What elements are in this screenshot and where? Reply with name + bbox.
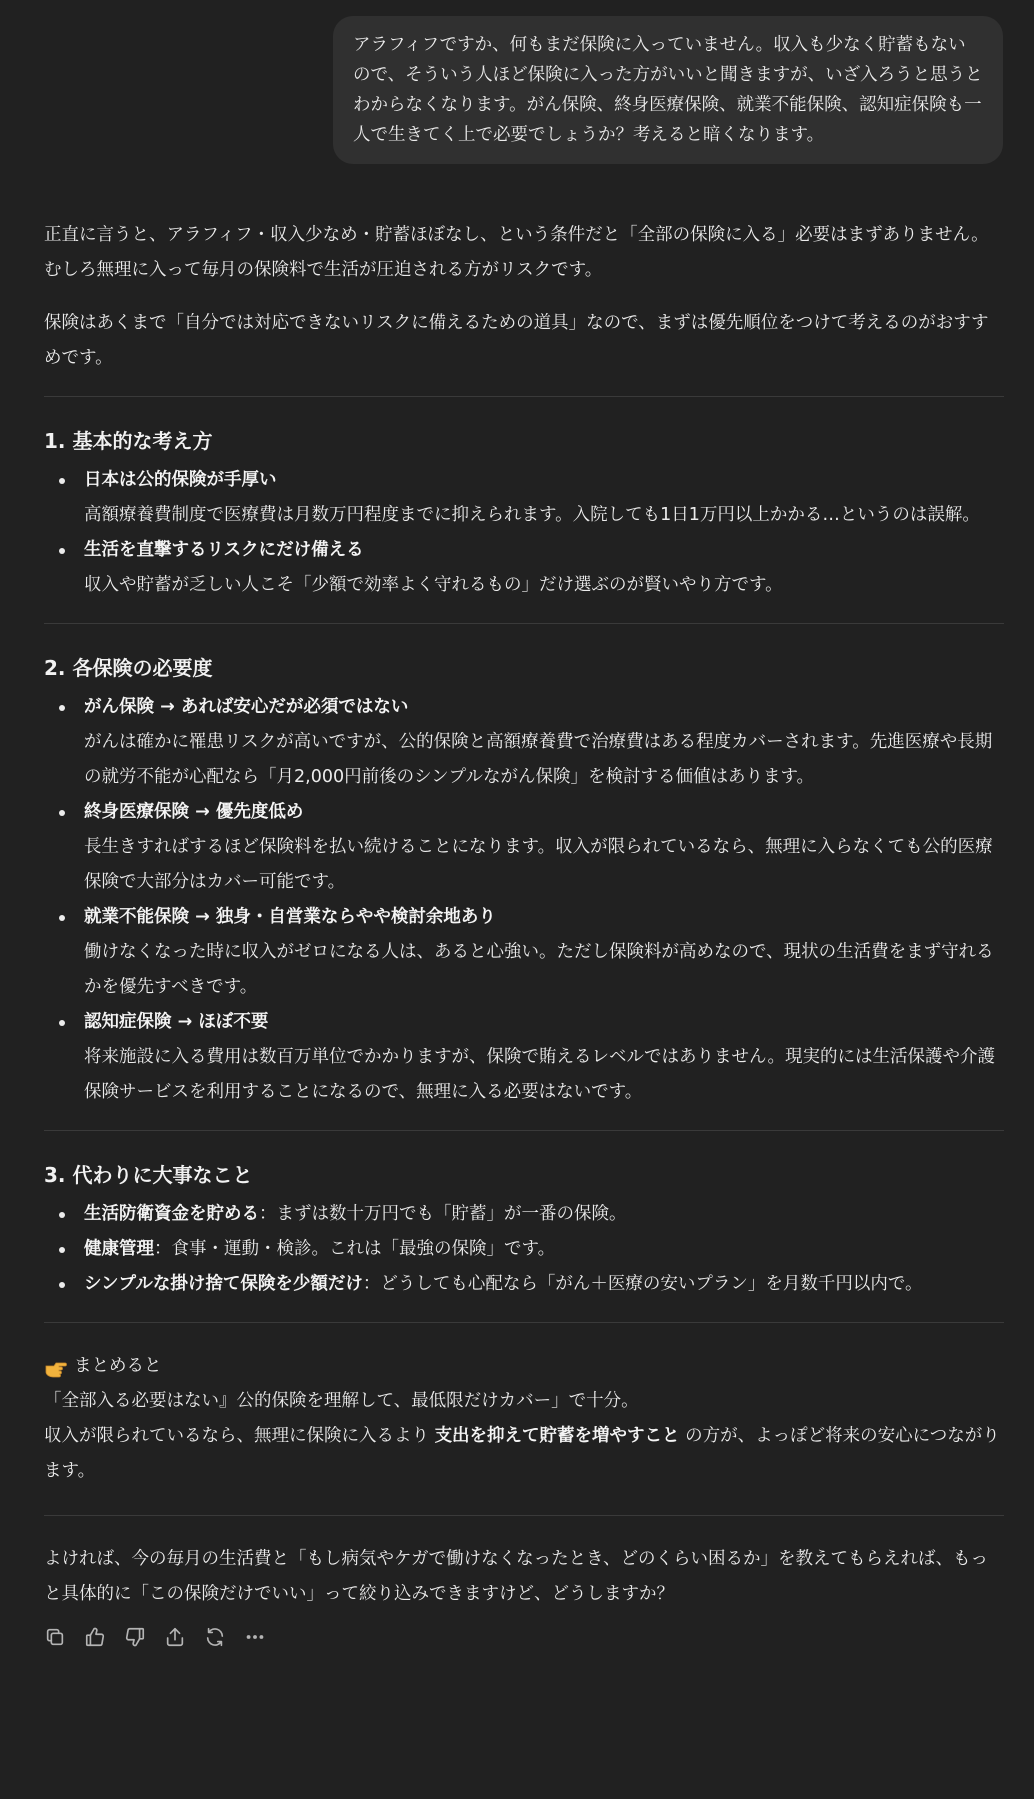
divider — [44, 623, 1004, 624]
divider — [44, 396, 1004, 397]
list-item-title: 認知症保険 → ほぼ不要 — [84, 1012, 269, 1032]
regenerate-icon — [204, 1626, 226, 1648]
section1-heading: 1. 基本的な考え方 — [44, 429, 213, 453]
divider — [44, 1322, 1004, 1323]
intro-paragraph-2: 保険はあくまで「自分では対応できないリスクに備えるための道具」なので、まずは優先順位をつけて考えるのがおすすめです。 — [44, 313, 989, 368]
list-item-body: 将来施設に入る費用は数百万単位でかかりますが、保険で賄えるレベルではありません。現実的には生活保護や介護保険サービスを利用することになるので、無理に入る必要はないです。 — [84, 1047, 996, 1102]
list-item — [84, 1005, 1004, 1110]
list-item-title: 終身医療保険 → 優先度低め — [84, 802, 304, 822]
list-item-title: 生活を直撃するリスクにだけ備える — [84, 540, 364, 560]
copy-icon — [44, 1626, 66, 1648]
summary-line-2-post: の方が、よっぽど将来の安心につながります。 — [44, 1426, 1000, 1481]
list-item — [84, 1232, 1004, 1267]
more-button[interactable] — [240, 1622, 270, 1652]
list-item-title: 生活防衛資金を貯める — [84, 1204, 259, 1224]
list-item — [84, 533, 1004, 603]
list-item-title: 健康管理 — [84, 1239, 154, 1259]
pointing-hand-icon — [44, 1355, 68, 1379]
summary-line-2-bold: 支出を抑えて貯蓄を増やすこと — [434, 1426, 680, 1446]
list-item-body: ：どうしても心配なら「がん＋医療の安いプラン」を月数千円以内で。 — [362, 1274, 923, 1294]
share-icon — [164, 1626, 186, 1648]
more-icon — [244, 1626, 266, 1648]
list-item-body: 長生きすればするほど保険料を払い続けることになります。収入が限られているなら、無理に入らなくても公的医療保険で大部分はカバー可能です。 — [84, 837, 993, 892]
list-item-body: 高額療養費制度で医療費は月数万円程度までに抑えられます。入院しても1日1万円以上かかる…というのは誤解。 — [84, 505, 980, 525]
section2-heading: 2. 各保険の必要度 — [44, 656, 213, 680]
list-item — [84, 1197, 1004, 1232]
assistant-message — [44, 218, 1004, 1652]
section3-heading: 3. 代わりに大事なこと — [44, 1163, 253, 1187]
list-item-body: ：まずは数十万円でも「貯蓄」が一番の保険。 — [259, 1204, 627, 1224]
thumbs-up-icon — [84, 1626, 106, 1648]
list-item-body: 収入や貯蓄が乏しい人こそ「少額で効率よく守れるもの」だけ選ぶのが賢いやり方です。 — [84, 575, 783, 595]
list-item — [84, 795, 1004, 900]
summary-line-2 — [44, 1419, 1004, 1489]
like-button[interactable] — [80, 1622, 110, 1652]
message-action-bar — [40, 1622, 1004, 1652]
user-message-bubble — [333, 16, 1003, 164]
list-item — [84, 463, 1004, 533]
list-item — [84, 1267, 1004, 1302]
dislike-button[interactable] — [120, 1622, 150, 1652]
summary-heading — [44, 1349, 1004, 1384]
list-item-title: がん保険 → あれば安心だが必須ではない — [84, 697, 409, 717]
user-message-text: アラフィフですか、何もまだ保険に入っていません。収入も少なく貯蓄もないので、そういう人ほど保険に入った方がいいと聞きますが、いざ入ろうと思うとわからなくなります。がん保険、終身医療保険、就業不能保険、認知症保険も一人で生きてく上で必要でしょうか？考えると暗くなります。 — [353, 35, 983, 145]
summary-line-1: 「全部入る必要はない』公的保険を理解して、最低限だけカバー」で十分。 — [44, 1391, 639, 1411]
list-item-title: シンプルな掛け捨て保険を少額だけ — [84, 1274, 363, 1294]
list-item-title: 就業不能保険 → 独身・自営業ならやや検討余地あり — [84, 907, 496, 927]
closing-paragraph: よければ、今の毎月の生活費と「もし病気やケガで働けなくなったとき、どのくらい困るか」を教えてもらえれば、もっと具体的に「この保険だけでいい」って絞り込みできますけど、どうしますか？ — [44, 1549, 988, 1604]
summary-heading-text: まとめると — [74, 1356, 162, 1376]
list-item — [84, 900, 1004, 1005]
share-button[interactable] — [160, 1622, 190, 1652]
copy-button[interactable] — [40, 1622, 70, 1652]
summary-line-2-pre: 収入が限られているなら、無理に保険に入るより — [44, 1426, 435, 1446]
divider — [44, 1515, 1004, 1516]
section2-list — [44, 690, 1004, 1110]
list-item-body: がんは確かに罹患リスクが高いですが、公的保険と高額療養費で治療費はある程度カバーされます。先進医療や長期の就労不能が心配なら「月2,000円前後のシンプルながん保険」を検討する価値はあります。 — [84, 732, 993, 787]
list-item — [84, 690, 1004, 795]
intro-paragraph-1: 正直に言うと、アラフィフ・収入少なめ・貯蓄ほぼなし、という条件だと「全部の保険に入る」必要はまずありません。むしろ無理に入って毎月の保険料で生活が圧迫される方がリスクです。 — [44, 225, 989, 280]
regenerate-button[interactable] — [200, 1622, 230, 1652]
list-item-body: ：食事・運動・検診。これは「最強の保険」です。 — [154, 1239, 556, 1259]
section1-list — [44, 463, 1004, 603]
section3-list — [44, 1197, 1004, 1302]
list-item-body: 働けなくなった時に収入がゼロになる人は、あると心強い。ただし保険料が高めなので、現状の生活費をまず守れるかを優先すべきです。 — [84, 942, 994, 997]
list-item-title: 日本は公的保険が手厚い — [84, 470, 277, 490]
thumbs-down-icon — [124, 1626, 146, 1648]
divider — [44, 1130, 1004, 1131]
